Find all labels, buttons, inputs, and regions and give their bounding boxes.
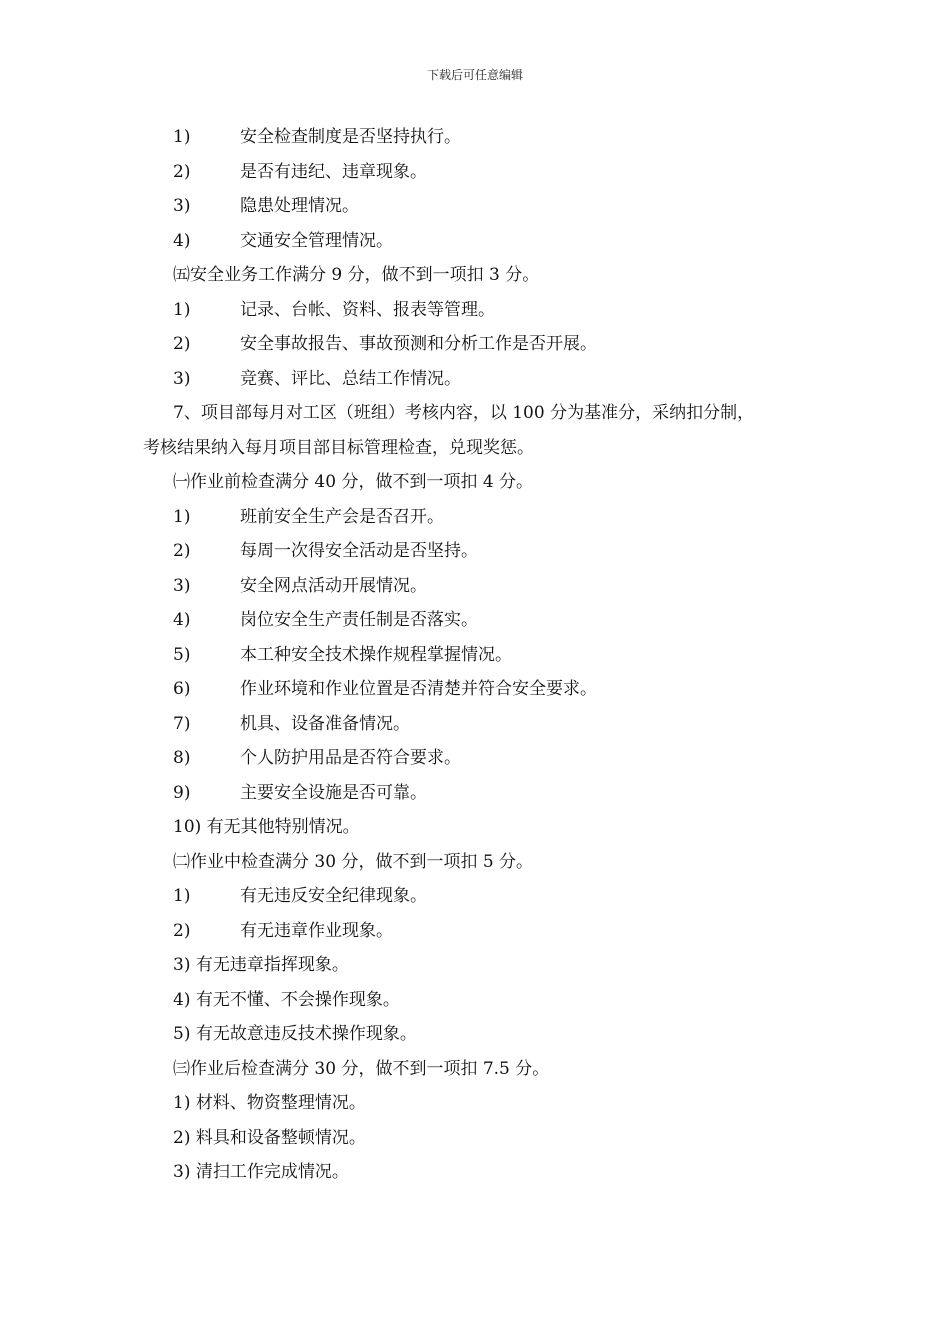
section-line: 3) 清扫工作完成情况。 bbox=[173, 1162, 349, 1182]
list-item-text: 是否有违纪、违章现象。 bbox=[240, 161, 427, 182]
section-line: 4) 有无不懂、不会操作现象。 bbox=[173, 989, 400, 1010]
list-number: 1) bbox=[173, 299, 191, 320]
text-line bbox=[0, 778, 950, 813]
text-line bbox=[0, 295, 950, 330]
text-line bbox=[0, 985, 950, 1020]
list-number: 7) bbox=[173, 713, 191, 734]
list-item-text: 有无违章作业现象。 bbox=[240, 920, 393, 941]
text-line bbox=[0, 571, 950, 606]
list-number: 1) bbox=[173, 127, 191, 147]
text-line bbox=[0, 1054, 950, 1089]
list-number: 8) bbox=[173, 748, 191, 768]
text-line bbox=[0, 881, 950, 916]
text-line bbox=[0, 502, 950, 537]
text-line bbox=[0, 640, 950, 675]
list-number: 3) bbox=[173, 575, 191, 596]
text-line bbox=[0, 536, 950, 571]
text-line bbox=[0, 226, 950, 261]
list-item-text: 安全网点活动开展情况。 bbox=[240, 575, 427, 596]
text-line bbox=[0, 916, 950, 951]
section-line: ㈡作业中检查满分 30 分，做不到一项扣 5 分。 bbox=[173, 851, 534, 872]
text-line bbox=[0, 1157, 950, 1192]
list-item-text: 隐患处理情况。 bbox=[240, 196, 359, 216]
list-number: 2) bbox=[173, 920, 191, 941]
text-line bbox=[0, 950, 950, 985]
list-item-text: 机具、设备准备情况。 bbox=[240, 713, 410, 734]
section-line: ㈠作业前检查满分 40 分，做不到一项扣 4 分。 bbox=[173, 472, 534, 492]
list-number: 6) bbox=[173, 679, 191, 699]
list-number: 3) bbox=[173, 196, 191, 216]
section-line: 5) 有无故意违反技术操作现象。 bbox=[173, 1024, 417, 1044]
list-number: 4) bbox=[173, 230, 191, 251]
section-line: 10) 有无其他特别情况。 bbox=[173, 817, 360, 837]
list-number: 1) bbox=[173, 886, 191, 906]
text-line bbox=[0, 467, 950, 502]
text-line bbox=[0, 433, 950, 468]
list-item-text: 个人防护用品是否符合要求。 bbox=[240, 748, 461, 768]
paragraph-line: 7、项目部每月对工区（班组）考核内容，以 100 分为基准分，采纳扣分制， bbox=[173, 403, 755, 423]
list-item-text: 记录、台帐、资料、报表等管理。 bbox=[240, 299, 495, 320]
text-line bbox=[0, 191, 950, 226]
text-line bbox=[0, 122, 950, 157]
list-item-text: 岗位安全生产责任制是否落实。 bbox=[240, 610, 478, 630]
list-number: 2) bbox=[173, 541, 191, 561]
section-line: ㈤安全业务工作满分 9 分，做不到一项扣 3 分。 bbox=[173, 265, 540, 285]
list-item-text: 本工种安全技术操作规程掌握情况。 bbox=[240, 644, 512, 665]
section-line: 3) 有无违章指挥现象。 bbox=[173, 955, 349, 975]
list-item-text: 每周一次得安全活动是否坚持。 bbox=[240, 541, 478, 561]
text-line bbox=[0, 398, 950, 433]
list-number: 9) bbox=[173, 782, 191, 803]
text-line bbox=[0, 1019, 950, 1054]
list-item-text: 班前安全生产会是否召开。 bbox=[240, 506, 444, 527]
text-line bbox=[0, 709, 950, 744]
list-item-text: 安全检查制度是否坚持执行。 bbox=[240, 127, 461, 147]
text-line bbox=[0, 260, 950, 295]
list-item-text: 作业环境和作业位置是否清楚并符合安全要求。 bbox=[240, 679, 597, 699]
text-line bbox=[0, 847, 950, 882]
text-line bbox=[0, 812, 950, 847]
list-number: 2) bbox=[173, 161, 191, 182]
text-line bbox=[0, 743, 950, 778]
list-number: 4) bbox=[173, 610, 191, 630]
list-item-text: 安全事故报告、事故预测和分析工作是否开展。 bbox=[240, 334, 597, 354]
section-line: 1) 材料、物资整理情况。 bbox=[173, 1093, 366, 1113]
list-item-text: 交通安全管理情况。 bbox=[240, 230, 393, 251]
page-header: 下载后可任意编辑 bbox=[426, 68, 523, 82]
list-number: 1) bbox=[173, 506, 191, 527]
document-body bbox=[0, 122, 950, 1192]
list-number: 3) bbox=[173, 368, 191, 389]
list-item-text: 竞赛、评比、总结工作情况。 bbox=[240, 368, 461, 389]
list-item-text: 有无违反安全纪律现象。 bbox=[240, 886, 427, 906]
section-line: ㈢作业后检查满分 30 分，做不到一项扣 7.5 分。 bbox=[173, 1058, 550, 1079]
section-line: 2) 料具和设备整顿情况。 bbox=[173, 1127, 366, 1148]
text-line bbox=[0, 1088, 950, 1123]
list-number: 5) bbox=[173, 644, 191, 665]
text-line bbox=[0, 1123, 950, 1158]
text-line bbox=[0, 674, 950, 709]
text-line bbox=[0, 364, 950, 399]
list-item-text: 主要安全设施是否可靠。 bbox=[240, 782, 427, 803]
list-number: 2) bbox=[173, 334, 191, 354]
text-line bbox=[0, 329, 950, 364]
text-line bbox=[0, 157, 950, 192]
text-line bbox=[0, 605, 950, 640]
paragraph-line: 考核结果纳入每月项目部目标管理检查，兑现奖惩。 bbox=[143, 437, 534, 458]
